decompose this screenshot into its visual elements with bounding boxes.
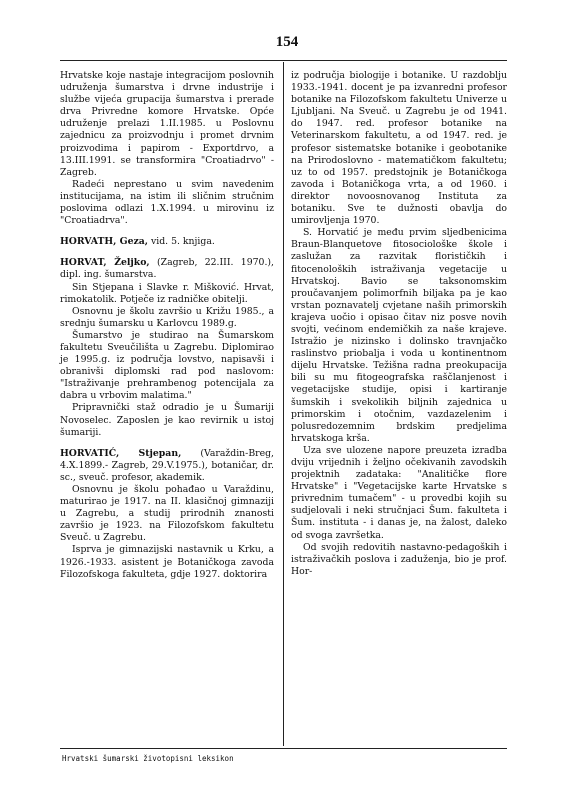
footer-rule	[60, 748, 507, 749]
entry-horvat-zeljko	[60, 257, 274, 281]
paragraph: Radeći neprestano u svim navedenim institucijama, na istim ili sličnim stručnim poslovima odlazi 1.X.1994. u mirovinu iz "Croatiadrva".	[60, 178, 274, 227]
entry-horvatic-stjepan	[60, 448, 274, 484]
entry-heading: HORVAT, Željko,	[60, 257, 150, 269]
left-column	[60, 70, 274, 581]
right-column	[291, 70, 507, 578]
paragraph: S. Horvatić je među prvim sljedbenicima Braun-Blanquetove fitosociološke škole i zaslužan za razvitak florističkih i fitocenoloških istraživanja vegetacije u Hrvatskoj. Bavio se taksonomskim proučavanjem polimorfnih biljaka pa je kao vrstan poznavatelj cvjetane naših primorskih krajeva uočio i opisao čitav niz posve novih svojti, većinom endemičkih za naše krajeve. Istražio je nizinsko i dolinsko travnjačko raslinstvo priobalja i voda u kontinentnom dijelu Hrvatske. Težišna radna preokupacija bili su mu fitogeografska raščlanjenost i vegetacijske studije, opisi i kartiranje šumskih i svekolikih biljnih zajednica u primorskim i otočnim, vazdazelenim i polusredozemnim brdskim predjelima hrvatskoga krša.	[291, 227, 507, 444]
entry-text: vid. 5. knjiga.	[148, 236, 215, 248]
header-rule	[60, 60, 507, 61]
paragraph: Osnovnu je školu završio u Križu 1985., a srednju šumarsku u Karlovcu 1989.g.	[60, 305, 274, 329]
paragraph: Osnovnu je školu pohađao u Varaždinu, maturirao je 1917. na II. klasičnoj gimnaziji u Zagrebu, a studij prirodnih znanosti završio je 1923. na Filozofskom fakultetu Sveuč. u Zagrebu.	[60, 484, 274, 544]
entry-heading: HORVATIĆ, Stjepan,	[60, 447, 182, 459]
paragraph: Sin Stjepana i Slavke r. Mišković. Hrvat, rimokatolik. Potječe iz radničke obitelji.	[60, 281, 274, 305]
paragraph: Šumarstvo je studirao na Šumarskom fakultetu Sveučilišta u Zagrebu. Diplomirao je 1995.g. iz područja lovstvo, napisavši i obranivši diplomski rad pod naslovom: "Istraživanje prehrambenog potencijala za dabra u vrbovim malatima."	[60, 329, 274, 402]
paragraph: iz područja biologije i botanike. U razdoblju 1933.-1941. docent je pa izvanredni profesor botanike na Filozofskom fakultetu Univerze u Ljubljani. Na Sveuč. u Zagrebu je od 1941. do 1947. red. profesor botanike na Veterinarskom fakultetu, a od 1947. red. je profesor sistematske botanike i geobotanike na Prirodoslovno - matematičkom fakultetu; uz to od 1957. predstojnik je Botaničkoga zavoda i Botaničkoga vrta, a od 1960. i direktor novoosnovanog Instituta za botaniku. Sve te dužnosti obavlja do umirovljenja 1970.	[291, 70, 507, 227]
entry-horvath-geza	[60, 236, 274, 248]
paragraph: Od svojih redovitih nastavno-pedagoških i istraživačkih poslova i zaduženja, bio je prof. Hor-	[291, 541, 507, 577]
paragraph: Isprva je gimnazijski nastavnik u Krku, a 1926.-1933. asistent je Botaničkoga zavoda Filozofskoga fakulteta, gdje 1927. doktorira	[60, 544, 274, 580]
paragraph: Uza sve ulozene napore preuzeta izradba dviju vrijednih i željno očekivanih zavodskih projektnih zadataka: "Analitičke flore Hrvatske" i "Vegetacijske karte Hrvatske s privrednim tumačem" - u provedbi kojih su sudjelovali i neki stručnjaci Šum. fakulteta i Šum. instituta - i danas je, na žalost, daleko od svoga završetka.	[291, 444, 507, 541]
footer-text: Hrvatski šumarski životopisni leksikon	[62, 754, 234, 763]
page-number: 154	[275, 34, 299, 50]
paragraph: Pripravnički staž odradio je u Šumariji Novoselec. Zaposlen je kao revirnik u istoj šumariji.	[60, 402, 274, 438]
entry-heading: HORVATH, Geza,	[60, 236, 149, 248]
paragraph: Hrvatske koje nastaje integracijom poslovnih udruženja šumarstva i drvne industrije i službe vijeća grupacija šumarstva i prerade drva Privredne komore Hrvatske. Opće udruženje prelazi 1.II.1985. u Poslovnu zajednicu za proizvodnju i promet drvnim proizvodima i papirom - Exportdrvo, a 13.III.1991. se transformira "Croatiadrvo" - Zagreb.	[60, 70, 274, 178]
entry-text: (Zagreb, 22.III. 1970.), dipl. ing. šumarstva.	[60, 257, 274, 281]
entry-text: (Varaždin-Breg, 4.X.1899.- Zagreb, 29.V.1975.), botaničar, dr. sc., sveuč. profesor, akademik.	[60, 447, 274, 483]
column-divider	[283, 62, 284, 746]
